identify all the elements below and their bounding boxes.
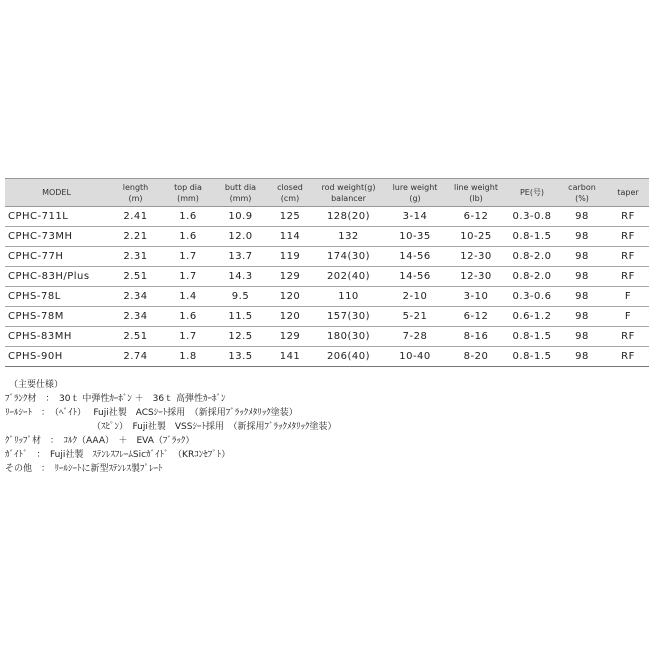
table-cell: 202(40): [312, 267, 385, 287]
table-cell: 157(30): [312, 307, 385, 327]
table-cell: 98: [557, 207, 607, 227]
table-row: [5, 227, 649, 247]
table-cell: 1.6: [163, 227, 213, 247]
table-cell: 2.21: [108, 227, 163, 247]
table-cell: 114: [268, 227, 312, 247]
note-guide: ｶﾞｲﾄﾞ ： Fuji社製 ｽﾃﾝﾚｽﾌﾚｰﾑSicｶﾞｲﾄﾞ （KRｺﾝｾﾌﾟﾄ）: [5, 450, 231, 460]
table-cell: 12-30: [445, 247, 507, 267]
table-cell: 120: [268, 307, 312, 327]
table-row: [5, 287, 649, 307]
column-header: [445, 179, 507, 207]
table-cell: 1.4: [163, 287, 213, 307]
table-cell: 2.41: [108, 207, 163, 227]
column-header: [557, 179, 607, 207]
table-cell: 180(30): [312, 327, 385, 347]
table-cell: 2.34: [108, 307, 163, 327]
table-cell: F: [607, 287, 649, 307]
table-row: [5, 207, 649, 227]
column-header: [607, 179, 649, 207]
table-cell: RF: [607, 267, 649, 287]
table-cell: 14-56: [385, 247, 445, 267]
column-header: [268, 179, 312, 207]
note-reel-seat: ﾘｰﾙｼｰﾄ ： （ﾍﾞｲﾄ） Fuji社製 ACSｼｰﾄ採用 （新採用ﾌﾞﾗｯｸﾒﾀﾘｯｸ塗装）: [5, 408, 298, 418]
note-other: その他 ： ﾘｰﾙｼｰﾄに新型ｽﾃﾝﾚｽ製ﾌﾟﾚｰﾄ: [5, 464, 163, 474]
table-cell: 8-16: [445, 327, 507, 347]
table-cell: 12.0: [213, 227, 268, 247]
column-header: [108, 179, 163, 207]
table-cell: 12-30: [445, 267, 507, 287]
table-body: [5, 207, 649, 367]
table-cell: 98: [557, 247, 607, 267]
column-header: [385, 179, 445, 207]
column-header: [5, 179, 108, 207]
table-cell: 10-25: [445, 227, 507, 247]
column-header-line1: rod weight(g): [321, 182, 376, 192]
table-cell: 2.74: [108, 347, 163, 367]
table-cell: 0.3-0.6: [507, 287, 557, 307]
table-row: [5, 247, 649, 267]
column-header-line2: (lb): [469, 193, 483, 203]
table-cell: 141: [268, 347, 312, 367]
table-cell: 98: [557, 307, 607, 327]
column-header-line1: carbon: [568, 182, 596, 192]
table-cell: 14-56: [385, 267, 445, 287]
model-cell: CPHC-711L: [5, 207, 108, 227]
table-cell: 174(30): [312, 247, 385, 267]
table-row: [5, 347, 649, 367]
column-header-line2: (m): [128, 193, 143, 203]
model-cell: CPHS-83MH: [5, 327, 108, 347]
table-cell: 6-12: [445, 207, 507, 227]
column-header-line1: butt dia: [224, 182, 257, 192]
table-cell: 0.6-1.2: [507, 307, 557, 327]
table-cell: 10-35: [385, 227, 445, 247]
table-cell: 3-10: [445, 287, 507, 307]
table-cell: 128(20): [312, 207, 385, 227]
model-cell: CPHC-73MH: [5, 227, 108, 247]
table-cell: RF: [607, 347, 649, 367]
table-header-row: [5, 179, 649, 207]
column-header-line1: taper: [617, 188, 639, 197]
column-header-line1: lure weight: [392, 182, 438, 192]
column-header-line1: line weight: [454, 182, 498, 192]
table-cell: 0.8-1.5: [507, 327, 557, 347]
column-header-line2: balancer: [331, 193, 366, 203]
table-cell: 5-21: [385, 307, 445, 327]
table-cell: 0.8-2.0: [507, 247, 557, 267]
table-cell: 0.3-0.8: [507, 207, 557, 227]
column-header-line2: (cm): [280, 193, 300, 203]
table-cell: 98: [557, 327, 607, 347]
table-cell: 120: [268, 287, 312, 307]
table-cell: 132: [312, 227, 385, 247]
table-cell: 1.6: [163, 307, 213, 327]
table-cell: 2.51: [108, 327, 163, 347]
table-cell: 110: [312, 287, 385, 307]
column-header-line1: MODEL: [42, 188, 71, 197]
table-cell: 125: [268, 207, 312, 227]
column-header: [213, 179, 268, 207]
column-header: [507, 179, 557, 207]
table-cell: 119: [268, 247, 312, 267]
model-cell: CPHS-90H: [5, 347, 108, 367]
table-cell: 7-28: [385, 327, 445, 347]
column-header: [312, 179, 385, 207]
table-row: [5, 267, 649, 287]
table-cell: RF: [607, 247, 649, 267]
table-cell: 2.31: [108, 247, 163, 267]
table-cell: 98: [557, 287, 607, 307]
table-cell: 9.5: [213, 287, 268, 307]
notes-title: （主要仕様）: [9, 380, 64, 390]
table-cell: 1.6: [163, 207, 213, 227]
table-cell: RF: [607, 327, 649, 347]
table-cell: 13.7: [213, 247, 268, 267]
table-cell: 0.8-2.0: [507, 267, 557, 287]
table-cell: 6-12: [445, 307, 507, 327]
table-cell: 2-10: [385, 287, 445, 307]
table-cell: 1.7: [163, 327, 213, 347]
table-cell: 10.9: [213, 207, 268, 227]
column-header-line2: (g): [409, 193, 421, 203]
table-cell: 0.8-1.5: [507, 347, 557, 367]
column-header: [163, 179, 213, 207]
table-cell: 0.8-1.5: [507, 227, 557, 247]
note-grip: ｸﾞﾘｯﾌﾟ材 ： ｺﾙｸ（AAA） ＋ EVA（ﾌﾞﾗｯｸ）: [5, 436, 195, 446]
table-cell: 11.5: [213, 307, 268, 327]
spec-notes: [5, 378, 336, 476]
table-cell: RF: [607, 227, 649, 247]
table-cell: RF: [607, 207, 649, 227]
column-header-line1: PE(号): [519, 188, 545, 197]
table-cell: 129: [268, 267, 312, 287]
table-cell: 12.5: [213, 327, 268, 347]
model-cell: CPHC-77H: [5, 247, 108, 267]
table-cell: F: [607, 307, 649, 327]
model-cell: CPHC-83H/Plus: [5, 267, 108, 287]
table-cell: 129: [268, 327, 312, 347]
table-row: [5, 327, 649, 347]
column-header-line1: top dia: [174, 182, 202, 192]
table-cell: 1.7: [163, 267, 213, 287]
column-header-line1: length: [122, 182, 149, 192]
column-header-line2: (mm): [177, 193, 199, 203]
table-cell: 8-20: [445, 347, 507, 367]
table-cell: 98: [557, 227, 607, 247]
column-header-line2: (mm): [229, 193, 252, 203]
model-cell: CPHS-78M: [5, 307, 108, 327]
table-cell: 14.3: [213, 267, 268, 287]
table-cell: 1.8: [163, 347, 213, 367]
note-blank: ﾌﾞﾗﾝｸ材 ： 30ｔ 中弾性ｶｰﾎﾞﾝ ＋ 36ｔ 高弾性ｶｰﾎﾞﾝ: [5, 394, 226, 404]
table-cell: 13.5: [213, 347, 268, 367]
table-cell: 10-40: [385, 347, 445, 367]
table-row: [5, 307, 649, 327]
table-cell: 2.51: [108, 267, 163, 287]
table-cell: 3-14: [385, 207, 445, 227]
table-cell: 98: [557, 347, 607, 367]
table-cell: 98: [557, 267, 607, 287]
note-reel-seat-spin: （ｽﾋﾟﾝ） Fuji社製 VSSｼｰﾄ採用 （新採用ﾌﾞﾗｯｸﾒﾀﾘｯｸ塗装）: [92, 422, 337, 432]
column-header-line2: (%): [575, 193, 589, 203]
table-cell: 206(40): [312, 347, 385, 367]
spec-table: [5, 178, 649, 367]
column-header-line1: closed: [277, 182, 303, 192]
model-cell: CPHS-78L: [5, 287, 108, 307]
table-cell: 1.7: [163, 247, 213, 267]
table-cell: 2.34: [108, 287, 163, 307]
